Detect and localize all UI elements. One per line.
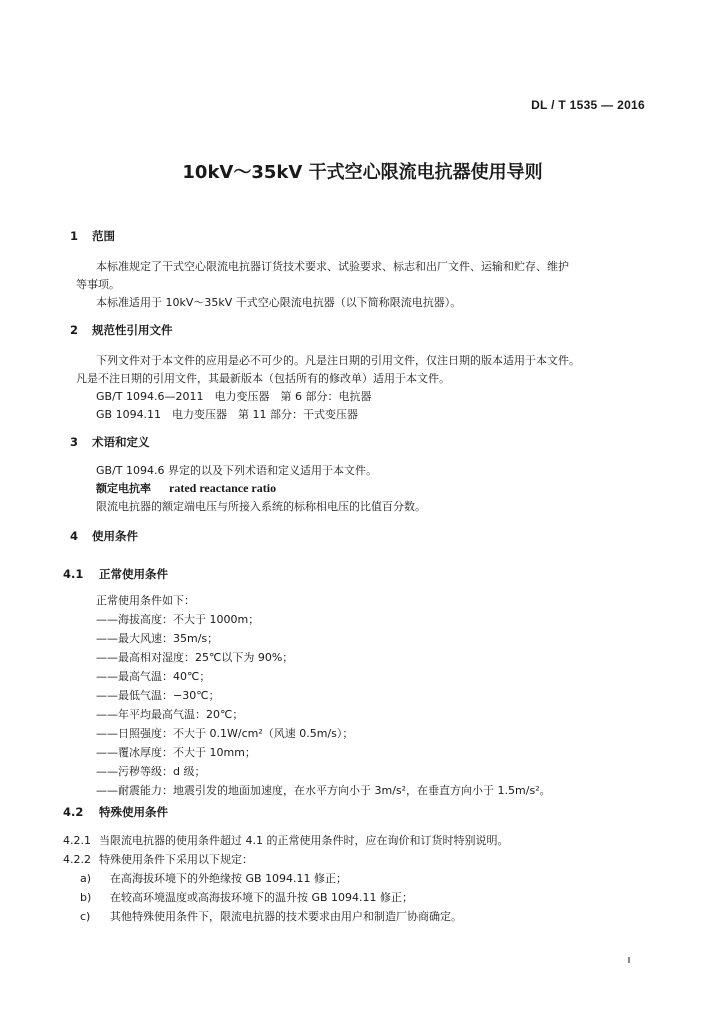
term-entry [96, 480, 276, 496]
paragraph: GB/T 1094.6 界定的以及下列术语和定义适用于本文件。 [96, 464, 377, 477]
scan-mark [628, 957, 630, 963]
list-item: ——日照强度：不大于 0.1W/cm²（风速 0.5m/s）； [96, 727, 354, 740]
list-label: a) [80, 872, 92, 885]
reference-item: GB/T 1094.6—2011 电力变压器 第 6 部分：电抗器 [96, 390, 372, 403]
section-3-heading [70, 434, 150, 450]
paragraph: 本标准适用于 10kV～35kV 干式空心限流电抗器（以下简称限流电抗器）。 [96, 296, 462, 309]
list-text: 其他特殊使用条件下，限流电抗器的技术要求由用户和制造厂协商确定。 [110, 910, 462, 923]
section-number: 3 [70, 435, 79, 449]
section-4-heading [70, 528, 138, 544]
list-item: ——年平均最高气温：20℃； [96, 708, 244, 721]
subsection-title: 正常使用条件 [99, 567, 168, 581]
paragraph: 下列文件对于本文件的应用是必不可少的。凡是注日期的引用文件，仅注日期的版本适用于本文件。 [96, 354, 580, 367]
clause-4-2-2 [63, 851, 253, 867]
section-number: 1 [70, 229, 79, 243]
list-item: ——耐震能力：地震引发的地面加速度，在水平方向小于 3m/s²，在垂直方向小于 1.5m/s²。 [96, 784, 551, 797]
paragraph: 正常使用条件如下： [96, 594, 195, 607]
term-chinese: 额定电抗率 [96, 482, 151, 495]
list-item: ——覆冰厚度：不大于 10mm； [96, 746, 256, 759]
paragraph: 本标准规定了干式空心限流电抗器订货技术要求、试验要求、标志和出厂文件、运输和贮存、维护 [96, 260, 569, 273]
list-item: ——海拔高度：不大于 1000m； [96, 613, 260, 626]
reference-item: GB 1094.11 电力变压器 第 11 部分：干式变压器 [96, 408, 359, 421]
section-2-heading [70, 322, 173, 338]
section-1-heading [70, 228, 115, 244]
subsection-number: 4.2 [63, 805, 84, 819]
subsection-number: 4.1 [63, 567, 84, 581]
section-title: 范围 [92, 229, 115, 243]
clause-number: 4.2.2 [63, 853, 91, 866]
section-number: 2 [70, 323, 79, 337]
paragraph-continuation: 等事项。 [76, 278, 120, 291]
clause-number: 4.2.1 [63, 834, 91, 847]
list-item [80, 908, 462, 924]
list-item: ——污秽等级：d 级； [96, 765, 206, 778]
standard-number: DL / T 1535 — 2016 [531, 98, 645, 112]
section-number: 4 [70, 529, 79, 543]
list-item: ——最高相对湿度：25℃以下为 90%； [96, 651, 294, 664]
list-item: ——最高气温：40℃； [96, 670, 211, 683]
subsection-title: 特殊使用条件 [99, 805, 168, 819]
clause-text: 特殊使用条件下采用以下规定： [99, 853, 253, 866]
section-title: 术语和定义 [92, 435, 150, 449]
list-item: ——最低气温：−30℃； [96, 689, 220, 702]
clause-text: 当限流电抗器的使用条件超过 4.1 的正常使用条件时，应在询价和订货时特别说明。 [99, 834, 509, 847]
term-english: rated reactance ratio [169, 481, 277, 495]
list-text: 在高海拔环境下的外绝缘按 GB 1094.11 修正； [110, 872, 348, 885]
list-item [80, 870, 347, 886]
list-item [80, 889, 413, 905]
term-definition: 限流电抗器的额定端电压与所接入系统的标称相电压的比值百分数。 [96, 500, 426, 513]
clause-4-2-1 [63, 832, 508, 848]
list-item: ——最大风速：35m/s； [96, 632, 219, 645]
list-text: 在较高环境温度或高海拔环境下的温升按 GB 1094.11 修正； [110, 891, 414, 904]
section-title: 使用条件 [92, 529, 138, 543]
subsection-4-2-heading [63, 804, 168, 820]
list-label: c) [80, 910, 91, 923]
paragraph-continuation: 凡是不注日期的引用文件，其最新版本（包括所有的修改单）适用于本文件。 [76, 372, 450, 385]
document-title: 10kV～35kV 干式空心限流电抗器使用导则 [182, 162, 543, 183]
section-title: 规范性引用文件 [92, 323, 173, 337]
list-label: b) [80, 891, 92, 904]
subsection-4-1-heading [63, 566, 168, 582]
